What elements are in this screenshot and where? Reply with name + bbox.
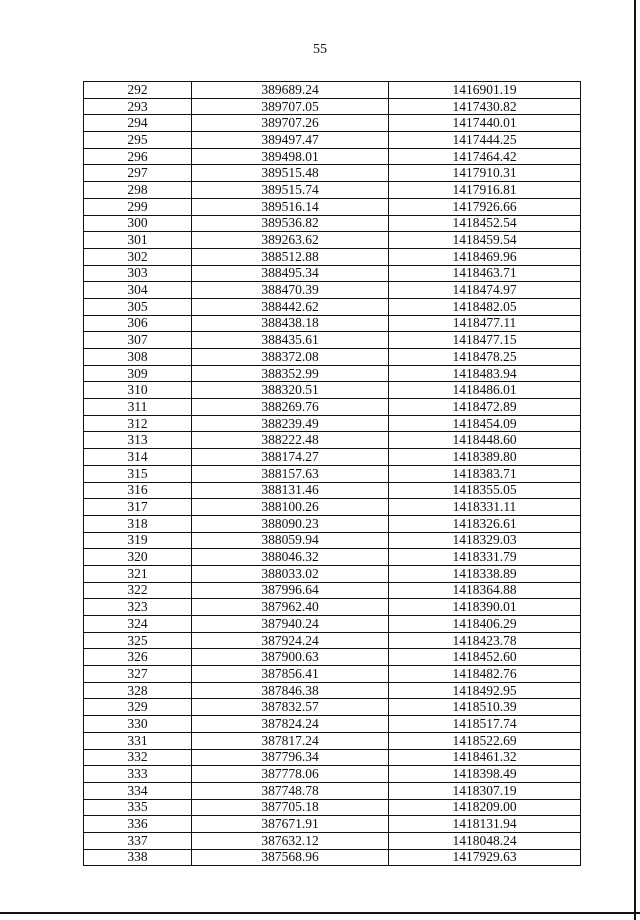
x-coordinate-cell: 388059.94 xyxy=(192,532,389,549)
y-coordinate-cell: 1418517.74 xyxy=(389,716,581,733)
x-coordinate-cell: 388033.02 xyxy=(192,565,389,582)
point-number-cell: 300 xyxy=(84,215,192,232)
x-coordinate-cell: 387778.06 xyxy=(192,766,389,783)
y-coordinate-cell: 1418477.15 xyxy=(389,332,581,349)
point-number-cell: 323 xyxy=(84,599,192,616)
table-row xyxy=(84,799,581,816)
table-row xyxy=(84,232,581,249)
y-coordinate-cell: 1417929.63 xyxy=(389,849,581,866)
point-number-cell: 330 xyxy=(84,716,192,733)
x-coordinate-cell: 387832.57 xyxy=(192,699,389,716)
table-row xyxy=(84,98,581,115)
table-row xyxy=(84,198,581,215)
point-number-cell: 309 xyxy=(84,365,192,382)
point-number-cell: 306 xyxy=(84,315,192,332)
y-coordinate-cell: 1416901.19 xyxy=(389,82,581,99)
x-coordinate-cell: 389707.05 xyxy=(192,98,389,115)
y-coordinate-cell: 1418338.89 xyxy=(389,565,581,582)
point-number-cell: 336 xyxy=(84,816,192,833)
y-coordinate-cell: 1418326.61 xyxy=(389,515,581,532)
table-row xyxy=(84,666,581,683)
y-coordinate-cell: 1418448.60 xyxy=(389,432,581,449)
point-number-cell: 335 xyxy=(84,799,192,816)
point-number-cell: 307 xyxy=(84,332,192,349)
point-number-cell: 298 xyxy=(84,182,192,199)
table-row xyxy=(84,699,581,716)
x-coordinate-cell: 387846.38 xyxy=(192,682,389,699)
y-coordinate-cell: 1418406.29 xyxy=(389,616,581,633)
x-coordinate-cell: 387856.41 xyxy=(192,666,389,683)
y-coordinate-cell: 1418398.49 xyxy=(389,766,581,783)
x-coordinate-cell: 387671.91 xyxy=(192,816,389,833)
y-coordinate-cell: 1418331.11 xyxy=(389,499,581,516)
y-coordinate-cell: 1418452.54 xyxy=(389,215,581,232)
page-number: 55 xyxy=(313,42,327,57)
x-coordinate-cell: 387748.78 xyxy=(192,782,389,799)
page-edge-bottom xyxy=(0,912,640,914)
x-coordinate-cell: 389707.26 xyxy=(192,115,389,132)
x-coordinate-cell: 387796.34 xyxy=(192,749,389,766)
x-coordinate-cell: 388100.26 xyxy=(192,499,389,516)
point-number-cell: 299 xyxy=(84,198,192,215)
point-number-cell: 305 xyxy=(84,298,192,315)
x-coordinate-cell: 388352.99 xyxy=(192,365,389,382)
point-number-cell: 301 xyxy=(84,232,192,249)
y-coordinate-cell: 1418459.54 xyxy=(389,232,581,249)
x-coordinate-cell: 389536.82 xyxy=(192,215,389,232)
y-coordinate-cell: 1417916.81 xyxy=(389,182,581,199)
point-number-cell: 294 xyxy=(84,115,192,132)
table-row xyxy=(84,182,581,199)
y-coordinate-cell: 1418329.03 xyxy=(389,532,581,549)
point-number-cell: 332 xyxy=(84,749,192,766)
point-number-cell: 326 xyxy=(84,649,192,666)
table-row xyxy=(84,315,581,332)
x-coordinate-cell: 389515.48 xyxy=(192,165,389,182)
table-row xyxy=(84,532,581,549)
point-number-cell: 322 xyxy=(84,582,192,599)
y-coordinate-cell: 1418461.32 xyxy=(389,749,581,766)
page-edge-right xyxy=(634,0,636,920)
x-coordinate-cell: 387996.64 xyxy=(192,582,389,599)
point-number-cell: 328 xyxy=(84,682,192,699)
table-row xyxy=(84,616,581,633)
point-number-cell: 308 xyxy=(84,349,192,366)
point-number-cell: 313 xyxy=(84,432,192,449)
table-row xyxy=(84,298,581,315)
point-number-cell: 329 xyxy=(84,699,192,716)
y-coordinate-cell: 1418482.05 xyxy=(389,298,581,315)
y-coordinate-cell: 1418355.05 xyxy=(389,482,581,499)
x-coordinate-cell: 388131.46 xyxy=(192,482,389,499)
y-coordinate-cell: 1417464.42 xyxy=(389,148,581,165)
y-coordinate-cell: 1418492.95 xyxy=(389,682,581,699)
x-coordinate-cell: 388174.27 xyxy=(192,449,389,466)
table-row xyxy=(84,365,581,382)
x-coordinate-cell: 387940.24 xyxy=(192,616,389,633)
table-row xyxy=(84,449,581,466)
x-coordinate-cell: 388512.88 xyxy=(192,248,389,265)
x-coordinate-cell: 387900.63 xyxy=(192,649,389,666)
x-coordinate-cell: 387824.24 xyxy=(192,716,389,733)
x-coordinate-cell: 388320.51 xyxy=(192,382,389,399)
x-coordinate-cell: 389516.14 xyxy=(192,198,389,215)
x-coordinate-cell: 387632.12 xyxy=(192,832,389,849)
y-coordinate-cell: 1418477.11 xyxy=(389,315,581,332)
y-coordinate-cell: 1418452.60 xyxy=(389,649,581,666)
y-coordinate-cell: 1418209.00 xyxy=(389,799,581,816)
point-number-cell: 293 xyxy=(84,98,192,115)
x-coordinate-cell: 387924.24 xyxy=(192,632,389,649)
y-coordinate-cell: 1418364.88 xyxy=(389,582,581,599)
point-number-cell: 337 xyxy=(84,832,192,849)
point-number-cell: 296 xyxy=(84,148,192,165)
table-row xyxy=(84,215,581,232)
y-coordinate-cell: 1418482.76 xyxy=(389,666,581,683)
table-row xyxy=(84,549,581,566)
point-number-cell: 331 xyxy=(84,732,192,749)
x-coordinate-cell: 389263.62 xyxy=(192,232,389,249)
y-coordinate-cell: 1418486.01 xyxy=(389,382,581,399)
table-row xyxy=(84,282,581,299)
x-coordinate-cell: 387817.24 xyxy=(192,732,389,749)
y-coordinate-cell: 1418474.97 xyxy=(389,282,581,299)
y-coordinate-cell: 1418469.96 xyxy=(389,248,581,265)
table-row xyxy=(84,482,581,499)
point-number-cell: 334 xyxy=(84,782,192,799)
table-row xyxy=(84,382,581,399)
table-row xyxy=(84,649,581,666)
table-row xyxy=(84,349,581,366)
x-coordinate-cell: 387568.96 xyxy=(192,849,389,866)
y-coordinate-cell: 1418307.19 xyxy=(389,782,581,799)
point-number-cell: 314 xyxy=(84,449,192,466)
table-row xyxy=(84,849,581,866)
point-number-cell: 318 xyxy=(84,515,192,532)
table-row xyxy=(84,265,581,282)
table-row xyxy=(84,499,581,516)
table-row xyxy=(84,115,581,132)
y-coordinate-cell: 1418131.94 xyxy=(389,816,581,833)
point-number-cell: 303 xyxy=(84,265,192,282)
table-row xyxy=(84,515,581,532)
y-coordinate-cell: 1418383.71 xyxy=(389,465,581,482)
table-row xyxy=(84,165,581,182)
point-number-cell: 327 xyxy=(84,666,192,683)
table-row xyxy=(84,782,581,799)
y-coordinate-cell: 1417444.25 xyxy=(389,132,581,149)
table-row xyxy=(84,399,581,416)
point-number-cell: 311 xyxy=(84,399,192,416)
y-coordinate-cell: 1418483.94 xyxy=(389,365,581,382)
table-row xyxy=(84,682,581,699)
y-coordinate-cell: 1418390.01 xyxy=(389,599,581,616)
y-coordinate-cell: 1418510.39 xyxy=(389,699,581,716)
table-row xyxy=(84,632,581,649)
x-coordinate-cell: 389689.24 xyxy=(192,82,389,99)
point-number-cell: 292 xyxy=(84,82,192,99)
y-coordinate-cell: 1418454.09 xyxy=(389,415,581,432)
y-coordinate-cell: 1418331.79 xyxy=(389,549,581,566)
y-coordinate-cell: 1418522.69 xyxy=(389,732,581,749)
table-row xyxy=(84,82,581,99)
point-number-cell: 295 xyxy=(84,132,192,149)
table-row xyxy=(84,132,581,149)
x-coordinate-cell: 388269.76 xyxy=(192,399,389,416)
table-row xyxy=(84,599,581,616)
y-coordinate-cell: 1418478.25 xyxy=(389,349,581,366)
y-coordinate-cell: 1417926.66 xyxy=(389,198,581,215)
x-coordinate-cell: 388372.08 xyxy=(192,349,389,366)
y-coordinate-cell: 1418389.80 xyxy=(389,449,581,466)
table-row xyxy=(84,749,581,766)
x-coordinate-cell: 388435.61 xyxy=(192,332,389,349)
point-number-cell: 312 xyxy=(84,415,192,432)
point-number-cell: 319 xyxy=(84,532,192,549)
x-coordinate-cell: 388090.23 xyxy=(192,515,389,532)
table-row xyxy=(84,716,581,733)
x-coordinate-cell: 388222.48 xyxy=(192,432,389,449)
point-number-cell: 320 xyxy=(84,549,192,566)
point-number-cell: 302 xyxy=(84,248,192,265)
x-coordinate-cell: 388470.39 xyxy=(192,282,389,299)
point-number-cell: 316 xyxy=(84,482,192,499)
x-coordinate-cell: 389515.74 xyxy=(192,182,389,199)
x-coordinate-cell: 388442.62 xyxy=(192,298,389,315)
point-number-cell: 333 xyxy=(84,766,192,783)
x-coordinate-cell: 388239.49 xyxy=(192,415,389,432)
table-row xyxy=(84,582,581,599)
table-row xyxy=(84,432,581,449)
coordinates-table xyxy=(83,81,581,866)
table-row xyxy=(84,766,581,783)
y-coordinate-cell: 1417430.82 xyxy=(389,98,581,115)
y-coordinate-cell: 1418472.89 xyxy=(389,399,581,416)
table-row xyxy=(84,832,581,849)
table-row xyxy=(84,816,581,833)
point-number-cell: 310 xyxy=(84,382,192,399)
y-coordinate-cell: 1418423.78 xyxy=(389,632,581,649)
x-coordinate-cell: 389497.47 xyxy=(192,132,389,149)
table-row xyxy=(84,465,581,482)
y-coordinate-cell: 1417440.01 xyxy=(389,115,581,132)
x-coordinate-cell: 389498.01 xyxy=(192,148,389,165)
x-coordinate-cell: 388157.63 xyxy=(192,465,389,482)
point-number-cell: 297 xyxy=(84,165,192,182)
x-coordinate-cell: 387705.18 xyxy=(192,799,389,816)
x-coordinate-cell: 388495.34 xyxy=(192,265,389,282)
x-coordinate-cell: 388438.18 xyxy=(192,315,389,332)
table-row xyxy=(84,332,581,349)
table-row xyxy=(84,148,581,165)
point-number-cell: 317 xyxy=(84,499,192,516)
table-row xyxy=(84,415,581,432)
point-number-cell: 325 xyxy=(84,632,192,649)
point-number-cell: 321 xyxy=(84,565,192,582)
y-coordinate-cell: 1418463.71 xyxy=(389,265,581,282)
point-number-cell: 338 xyxy=(84,849,192,866)
point-number-cell: 315 xyxy=(84,465,192,482)
x-coordinate-cell: 387962.40 xyxy=(192,599,389,616)
x-coordinate-cell: 388046.32 xyxy=(192,549,389,566)
y-coordinate-cell: 1417910.31 xyxy=(389,165,581,182)
point-number-cell: 304 xyxy=(84,282,192,299)
table-row xyxy=(84,565,581,582)
point-number-cell: 324 xyxy=(84,616,192,633)
y-coordinate-cell: 1418048.24 xyxy=(389,832,581,849)
coordinates-table-body xyxy=(84,82,581,866)
table-row xyxy=(84,732,581,749)
table-row xyxy=(84,248,581,265)
